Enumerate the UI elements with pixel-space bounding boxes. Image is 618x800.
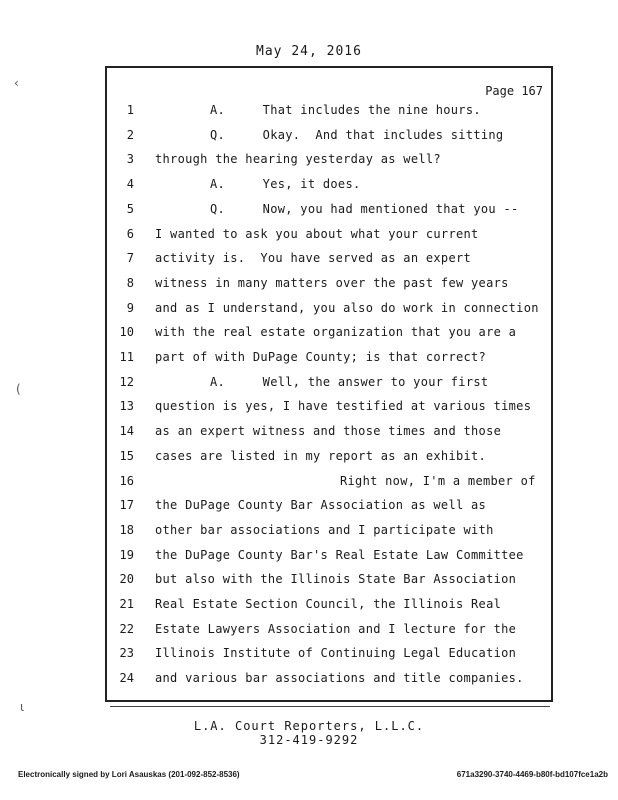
line-number: 15: [119, 448, 134, 463]
margin-tick-mark: ι: [20, 700, 25, 714]
transcript-line: Q. Now, you had mentioned that you --: [210, 201, 519, 216]
line-number: 2: [126, 127, 134, 142]
transcript-line: A. Yes, it does.: [210, 177, 361, 192]
transcript-line: I wanted to ask you about what your current: [155, 226, 479, 241]
line-number: 18: [119, 522, 134, 537]
transcript-line: and various bar associations and title companies.: [155, 671, 524, 686]
line-number: 20: [119, 572, 134, 587]
transcript-line: but also with the Illinois State Bar Association: [155, 572, 517, 587]
transcript-line: through the hearing yesterday as well?: [155, 152, 441, 167]
line-number: 10: [119, 325, 134, 340]
transcript-frame: [105, 66, 553, 702]
transcript-line: as an expert witness and those times and those: [155, 424, 502, 439]
line-number: 8: [126, 275, 134, 290]
line-number: 14: [119, 424, 134, 439]
line-number: 13: [119, 399, 134, 414]
line-number: 4: [126, 177, 134, 192]
transcript-line: A. Well, the answer to your first: [210, 374, 489, 389]
line-number: 9: [126, 300, 134, 315]
transcript-line: the DuPage County Bar's Real Estate Law Committee: [155, 547, 524, 562]
frame-bottom-rule: [110, 706, 550, 707]
line-number: 11: [119, 350, 134, 364]
transcript-line: Right now, I'm a member of: [340, 473, 536, 488]
transcript-date: May 24, 2016: [256, 44, 362, 59]
transcript-line: and as I understand, you also do work in connection: [155, 300, 539, 315]
line-number: 23: [119, 646, 134, 661]
reporter-phone: 312-419-9292: [259, 733, 359, 747]
reporter-company: L.A. Court Reporters, L.L.C.: [193, 719, 425, 733]
transcript-line: Real Estate Section Council, the Illinois Real: [155, 597, 502, 611]
line-number: 19: [119, 547, 134, 562]
line-number: 6: [126, 226, 134, 241]
line-number: 3: [126, 152, 134, 167]
line-number: 5: [126, 201, 134, 216]
line-number: 21: [119, 597, 134, 611]
page-number: Page 167: [485, 84, 543, 98]
transcript-line: Q. Okay. And that includes sitting: [210, 127, 504, 142]
line-number: 24: [119, 671, 134, 686]
transcript-line: the DuPage County Bar Association as well as: [155, 498, 487, 513]
document-hash: 671a3290-3740-4469-b80f-bd107fce1a2b: [456, 770, 608, 779]
transcript-line: question is yes, I have testified at various times: [155, 399, 532, 414]
transcript-line: Illinois Institute of Continuing Legal Education: [155, 646, 517, 661]
transcript-line: witness in many matters over the past few years: [155, 275, 509, 290]
transcript-line: cases are listed in my report as an exhibit.: [155, 448, 487, 463]
line-number: 16: [119, 473, 134, 488]
transcript-line: Estate Lawyers Association and I lecture for the: [155, 621, 517, 636]
margin-tick-mark: ‹: [14, 76, 19, 90]
line-number: 22: [119, 621, 134, 636]
transcript-line: with the real estate organization that you are a: [155, 325, 517, 340]
transcript-line: A. That includes the nine hours.: [210, 103, 481, 117]
line-number: 17: [119, 498, 134, 513]
line-number: 12: [119, 374, 134, 389]
signature-note: Electronically signed by Lori Asauskas (201-092-852-8536): [18, 770, 240, 779]
margin-tick-mark: (: [16, 382, 21, 396]
line-number: 7: [126, 251, 134, 266]
line-number: 1: [126, 103, 134, 117]
transcript-line: activity is. You have served as an expert: [155, 251, 472, 266]
transcript-line: other bar associations and I participate with: [155, 522, 494, 537]
transcript-line: part of with DuPage County; is that correct?: [155, 350, 487, 364]
